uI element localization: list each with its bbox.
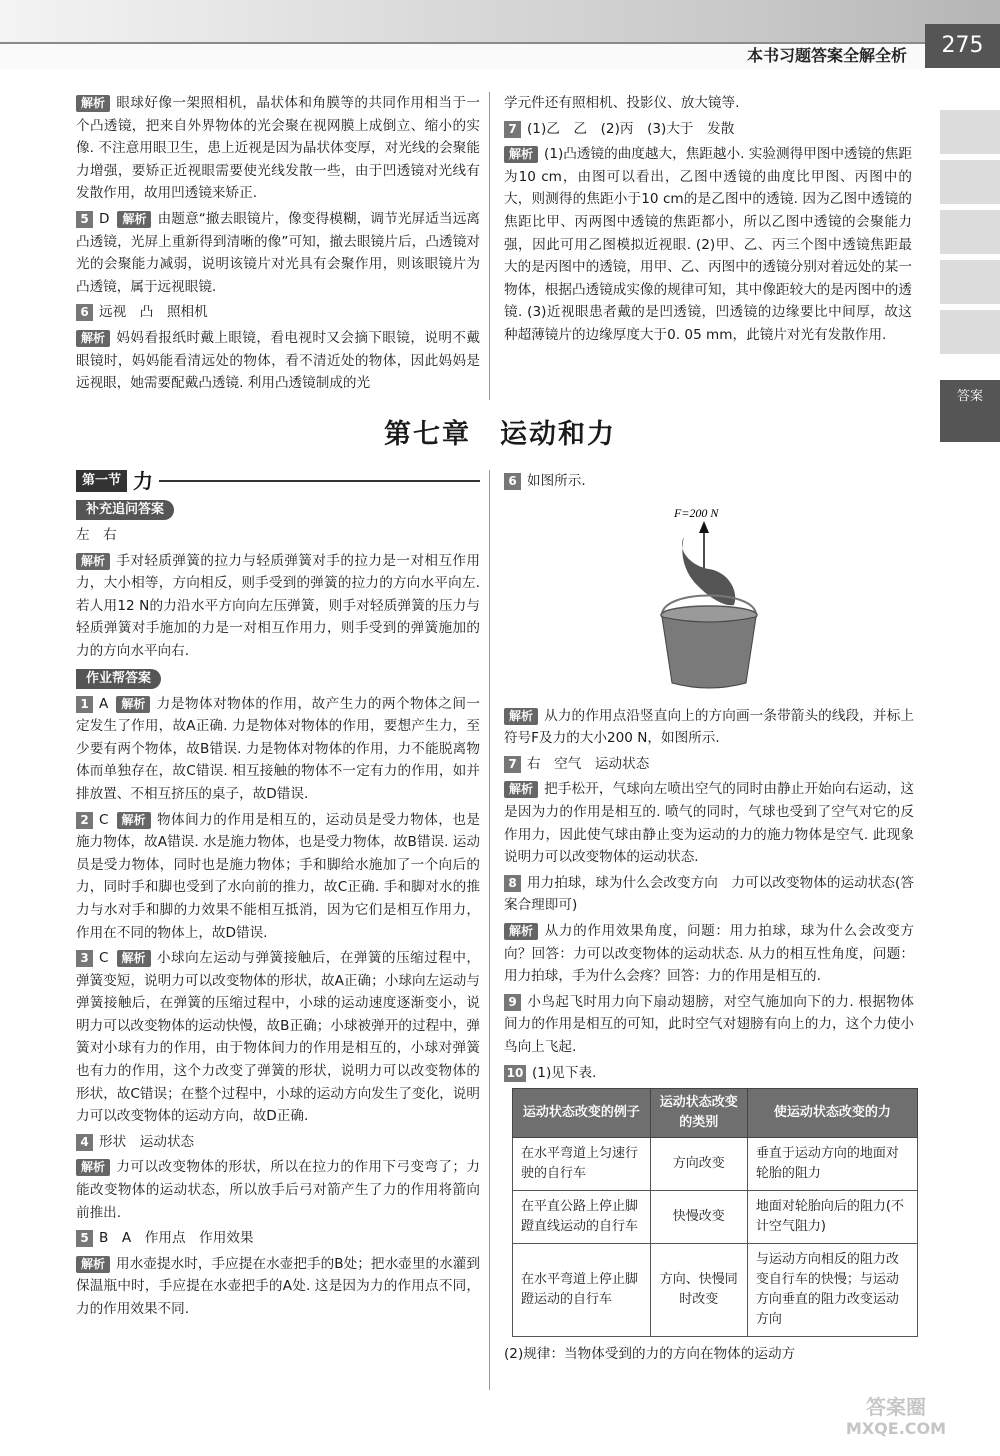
supplement-analysis: 解析 手对轻质弹簧的拉力与轻质弹簧对手的拉力是一对相互作用力，大小相等，方向相反，则手受到的弹簧的拉力的方向水平向左. 若人用12 N的力沿水平方向向左压弹簧，则手对轻质弹簧的压力与轻质弹簧对手施加的力是一对相互作用力，则手受到的弹簧施加的力的方向水平向右. — [76, 552, 480, 659]
table-cell: 在平直公路上停止脚蹬直线运动的自行车 — [513, 1191, 651, 1244]
watermark-logo: 答案圈 MXQE.COM — [845, 1395, 947, 1438]
br-question-7: 7 右 空气 运动状态 — [504, 753, 914, 776]
table-header: 运动状态改变的类别 — [650, 1089, 747, 1138]
table-row — [513, 1191, 918, 1244]
bl-question-4-analysis: 解析 力可以改变物体的形状，所以在拉力的作用下弓变弯了；力能改变物体的运动状态，所以放手后弓对箭产生了力的作用将箭向前推出. — [76, 1159, 480, 1221]
br-question-6: 6 如图所示. — [504, 470, 914, 493]
bottom-right-column — [504, 470, 914, 1369]
analysis-tag: 解析 — [117, 950, 151, 967]
sub-badge-supplement: 补充追问答案 — [76, 500, 174, 520]
side-tab — [940, 310, 1000, 354]
continued-text: 学元件还有照相机、投影仪、放大镜等. — [504, 95, 740, 111]
question-7-analysis: 解析 (1)凸透镜的曲度越大，焦距越小. 实验测得甲图中透镜的焦距为10 cm，由图可以看出，乙图中透镜的曲度比甲图、丙图中的大，则测得的焦距小于10 cm的是乙图中的透镜. 因为乙图中透镜的焦距比甲、丙两图中透镜的焦距都小，所以乙图中透镜的会聚能力强，因此可用乙图模拟近视眼. (2)甲、乙、丙三个图中透镜焦距最大的是丙图中的透镜，用甲、乙、丙图中的透镜分别对着远处的某一物体，根据凸透镜成实像的规律可知，其中像距较大的是丙图中的透镜. (3)近视眼患者戴的是凹透镜，凹透镜的边缘要比中间厚，故这种超薄镜片的边缘厚度大于0. 05 mm，此镜片对光有发散作用. — [504, 146, 912, 343]
analysis-tag: 解析 — [504, 781, 538, 798]
side-tab — [940, 260, 1000, 304]
side-tab — [940, 210, 1000, 254]
bl-question-5-analysis: 解析 用水壶提水时，手应提在水壶把手的B处；把水壶里的水灌到保温瓶中时，手应提在水壶把手的A处. 这是因为力的作用点不同，力的作用效果不同. — [76, 1255, 480, 1317]
analysis-tag: 解析 — [76, 1256, 110, 1273]
section-heading — [76, 470, 480, 492]
analysis-tag: 解析 — [504, 708, 538, 725]
table-header: 运动状态改变的例子 — [513, 1089, 651, 1138]
table-header-row — [513, 1089, 918, 1138]
side-tabs — [940, 110, 1000, 360]
table-cell: 垂直于运动方向的地面对轮胎的阻力 — [747, 1138, 917, 1191]
answer-tab: 答案 — [940, 380, 1000, 442]
bl-question-2: 2 C 解析 物体间力的作用是相互的，运动员是受力物体，也是施力物体，故A错误. 水是施力物体，也是受力物体，故B错误. 运动员是受力物体，同时也是施力物体；手和脚给水施加了一个向后的力，同时手和脚也受到了水向前的推力，故C正确. 手和脚对水的推力与水对手和脚的力效果不能相互抵消，因为它们是相互作用力，作用在不同的物体上，故D错误. — [76, 811, 480, 941]
force-arrow-head — [699, 521, 709, 533]
page-number: 275 — [925, 24, 1000, 68]
header-title: 本书习题答案全解全析 — [746, 46, 907, 65]
bucket-diagram — [504, 497, 914, 697]
question-6: 6 远视 凸 照相机 — [76, 301, 480, 324]
side-tab — [940, 160, 1000, 204]
bucket-body — [662, 617, 756, 688]
bl-question-1: 1 A 解析 力是物体对物体的作用，故产生力的两个物体之间一定发生了作用，故A正确. 力是物体对物体的作用，要想产生力，至少要有两个物体，故B错误. 力是物体对物体的作用，力不能脱离物体而单独存在，故C错误. 相互接触的物体不一定有力的作用，如并排放置、不相互挤压的桌子，故D错误. — [76, 695, 480, 802]
analysis-tag: 解析 — [116, 696, 150, 713]
bl-question-4: 4 形状 运动状态 — [76, 1131, 480, 1154]
bottom-left-column — [76, 470, 480, 1324]
table-row — [513, 1138, 918, 1191]
analysis-tag: 解析 — [117, 812, 151, 829]
question-5: 5 D 解析 由题意“撤去眼镜片，像变得模糊，调节光屏适当远离凸透镜，光屏上重新得到清晰的像”可知，撤去眼镜片后，凸透镜对光的会聚能力减弱，说明该镜片对光具有会聚作用，则该眼镜片为凸透镜，属于远视眼镜. — [76, 210, 480, 295]
sub-badge-homework: 作业帮答案 — [76, 669, 161, 689]
analysis-tag: 解析 — [76, 95, 110, 112]
table-cell: 与运动方向相反的阻力改变自行车的快慢；与运动方向垂直的阻力改变运动方向 — [747, 1244, 917, 1337]
bl-question-3: 3 C 解析 小球向左运动与弹簧接触后，在弹簧的压缩过程中，弹簧变短，说明力可以改变物体的形状，故A正确；小球向左运动与弹簧接触后，在弹簧的压缩过程中，小球的运动速度逐渐变小，说明力可以改变物体的运动快慢，故B正确；小球被弹开的过程中，弹簧对小球有力的作用，由于物体间力的作用是相互的，小球对弹簧也有力的作用，这个力改变了弹簧的形状，说明力可以改变物体的形状，故C错误；在整个过程中，小球的运动方向发生了变化，说明力可以改变物体的运动方向，故D正确. — [76, 950, 480, 1125]
header-gradient — [0, 0, 1000, 42]
section-badge: 第一节 — [76, 470, 127, 492]
table-header: 使运动状态改变的力 — [747, 1089, 917, 1138]
br-question-7-analysis: 解析 把手松开，气球向左喷出空气的同时由静止开始向右运动，这是因为力的作用是相互的. 喷气的同时，气球也受到了空气对它的反作用力，因此使气球由静止变为运动的力的施力物体是空气. 此现象说明力可以改变物体的运动状态. — [504, 781, 914, 866]
analysis-tag: 解析 — [117, 211, 151, 228]
br-question-9: 9 小鸟起飞时用力向下扇动翅膀，对空气施加向下的力. 根据物体间力的作用是相互的可知，此时空气对翅膀有向上的力，这个力使小鸟向上飞起. — [504, 993, 914, 1055]
table-row — [513, 1244, 918, 1337]
analysis-tag: 解析 — [76, 330, 110, 347]
question-7: 7 (1)乙 乙 (2)丙 (3)大于 发散 — [504, 118, 912, 141]
force-label: F=200 N — [674, 505, 719, 520]
analysis-tag: 解析 — [76, 553, 110, 570]
br-question-8: 8 用力拍球，球为什么会改变方向 力可以改变物体的运动状态(答案合理即可) — [504, 874, 914, 914]
table-cell: 地面对轮胎向后的阻力(不计空气阻力) — [747, 1191, 917, 1244]
question-6-analysis: 解析 妈妈看报纸时戴上眼镜，看电视时又会摘下眼镜，说明不戴眼镜时，妈妈能看清远处的物体，看不清近处的物体，因此妈妈是远视眼，她需要配戴凸透镜. 利用凸透镜制成的光 — [76, 329, 480, 392]
bl-question-5: 5 B A 作用点 作用效果 — [76, 1227, 480, 1250]
column-divider — [489, 92, 490, 400]
analysis-tag: 解析 — [76, 1159, 110, 1176]
br-question-10: 10 (1)见下表. — [504, 1062, 914, 1085]
header-bar — [0, 42, 925, 70]
table-cell: 在水平弯道上匀速行驶的自行车 — [513, 1138, 651, 1191]
br-question-6-analysis: 解析 从力的作用点沿竖直向上的方向画一条带箭头的线段，并标上符号F及力的大小200 N，如图所示. — [504, 707, 914, 747]
table-cell: 快慢改变 — [650, 1191, 747, 1244]
bucket-figure — [504, 497, 914, 697]
analysis-paragraph: 解析 眼球好像一架照相机，晶状体和角膜等的共同作用相当于一个凸透镜，把来自外界物体的光会聚在视网膜上成倒立、缩小的实像. 不注意用眼卫生，患上近视是因为晶状体变厚，对光线的会聚能力增强，要矫正近视眼需要使光线发散一些，由于凹透镜对光线有发散作用，故用凹透镜来矫正. — [76, 95, 480, 202]
table-cell: 在水平弯道上停止脚蹬运动的自行车 — [513, 1244, 651, 1337]
motion-state-table — [512, 1088, 918, 1337]
side-tab — [940, 110, 1000, 154]
top-left-column — [76, 92, 480, 398]
analysis-tag: 解析 — [504, 146, 538, 163]
table-cell: 方向、快慢同时改变 — [650, 1244, 747, 1337]
section-name: 力 — [133, 469, 154, 493]
q10-part2: (2)规律：当物体受到的力的方向在物体的运动方 — [504, 1346, 796, 1363]
table-cell: 方向改变 — [650, 1138, 747, 1191]
chapter-title: 第七章 运动和力 — [384, 419, 616, 450]
section-rule — [159, 480, 480, 482]
supplement-answer: 左 右 — [76, 527, 117, 543]
analysis-tag: 解析 — [504, 923, 538, 940]
column-divider — [489, 470, 490, 1390]
top-right-column — [504, 92, 912, 350]
br-question-8-analysis: 解析 从力的作用效果角度，问题：用力拍球，球为什么会改变方向？回答：力可以改变物体的运动状态. 从力的相互性角度，问题：用力拍球，手为什么会疼？回答：力的作用是相互的. — [504, 922, 914, 985]
